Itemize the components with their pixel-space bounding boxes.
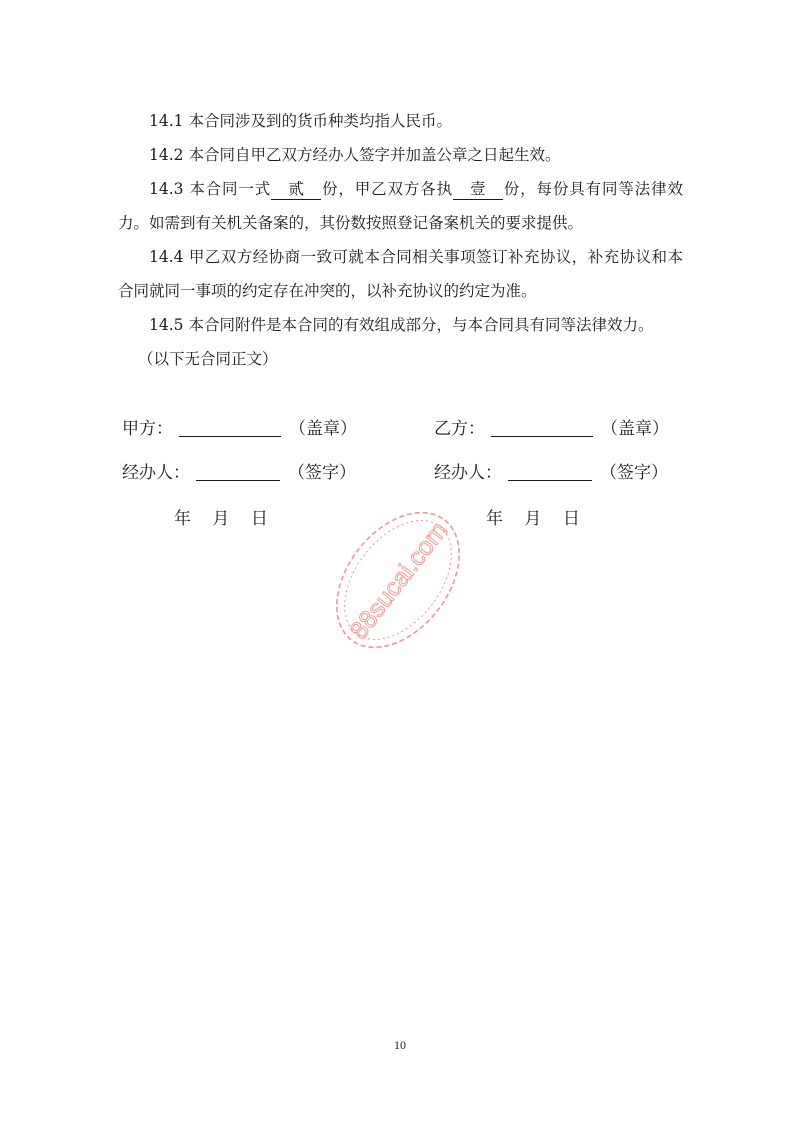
date-day: 日 — [250, 509, 268, 529]
date-year: 年 — [486, 509, 503, 529]
clause-text-b: 份，甲乙双方各执 — [321, 180, 453, 198]
clause-text-a: 本合同一式 — [189, 180, 272, 198]
clause-14-2 — [118, 138, 683, 172]
clause-number: 14.5 — [149, 316, 184, 334]
party-b-agent — [434, 458, 668, 483]
clause-text: 本合同自甲乙双方经办人签字并加盖公章之日起生效。 — [188, 146, 561, 164]
party-b-date — [486, 504, 596, 529]
sign-note: （签字） — [288, 463, 356, 483]
agent-label: 经办人： — [122, 463, 190, 483]
clause-text: 本合同涉及到的货币种类均指人民币。 — [188, 112, 452, 130]
party-b-label: 乙方： — [434, 419, 485, 439]
clause-text-c: 份，每份具有同等法律效力。如需到有关机关备案的，其份数按照登记备案机关的要求提供。 — [118, 180, 683, 232]
seal-note: （盖章） — [289, 419, 357, 439]
party-a-agent — [122, 458, 356, 483]
date-month: 月 — [212, 509, 230, 529]
agent-label: 经办人： — [434, 463, 502, 483]
party-b-seal-line[interactable] — [491, 414, 593, 437]
blank-copies-total: 贰 — [271, 179, 321, 200]
end-note-text: （以下无合同正文） — [138, 350, 278, 368]
party-a-label: 甲方： — [122, 419, 173, 439]
party-a — [122, 414, 357, 439]
clause-number: 14.1 — [149, 112, 184, 130]
party-b-agent-signature-line[interactable] — [508, 458, 592, 481]
contract-clauses — [118, 104, 683, 376]
end-note — [118, 342, 683, 376]
page-number: 10 — [394, 1038, 406, 1052]
party-a-date — [174, 504, 284, 529]
seal-note: （盖章） — [601, 419, 669, 439]
blank-copies-each: 壹 — [453, 179, 503, 200]
watermark-text: 88sucai.com — [344, 516, 454, 645]
date-month: 月 — [524, 509, 542, 529]
sign-note: （签字） — [600, 463, 668, 483]
clause-number: 14.2 — [149, 146, 184, 164]
clause-number: 14.3 — [149, 180, 184, 198]
party-b — [434, 414, 669, 439]
date-day: 日 — [562, 509, 580, 529]
watermark-stamp — [318, 500, 478, 660]
clause-14-4 — [118, 240, 683, 308]
party-a-seal-line[interactable] — [179, 414, 281, 437]
date-year: 年 — [174, 509, 191, 529]
clause-14-3 — [118, 172, 683, 240]
clause-14-1 — [118, 104, 683, 138]
clause-14-5 — [118, 308, 683, 342]
agent-row — [122, 458, 682, 492]
party-row — [122, 414, 682, 448]
clause-text: 本合同附件是本合同的有效组成部分，与本合同具有同等法律效力。 — [188, 316, 654, 334]
party-a-agent-signature-line[interactable] — [196, 458, 280, 481]
clause-text: 甲乙双方经协商一致可就本合同相关事项签订补充协议，补充协议和本合同就同一事项的约定存在冲突的，以补充协议的约定为准。 — [118, 248, 683, 300]
clause-number: 14.4 — [149, 248, 184, 266]
